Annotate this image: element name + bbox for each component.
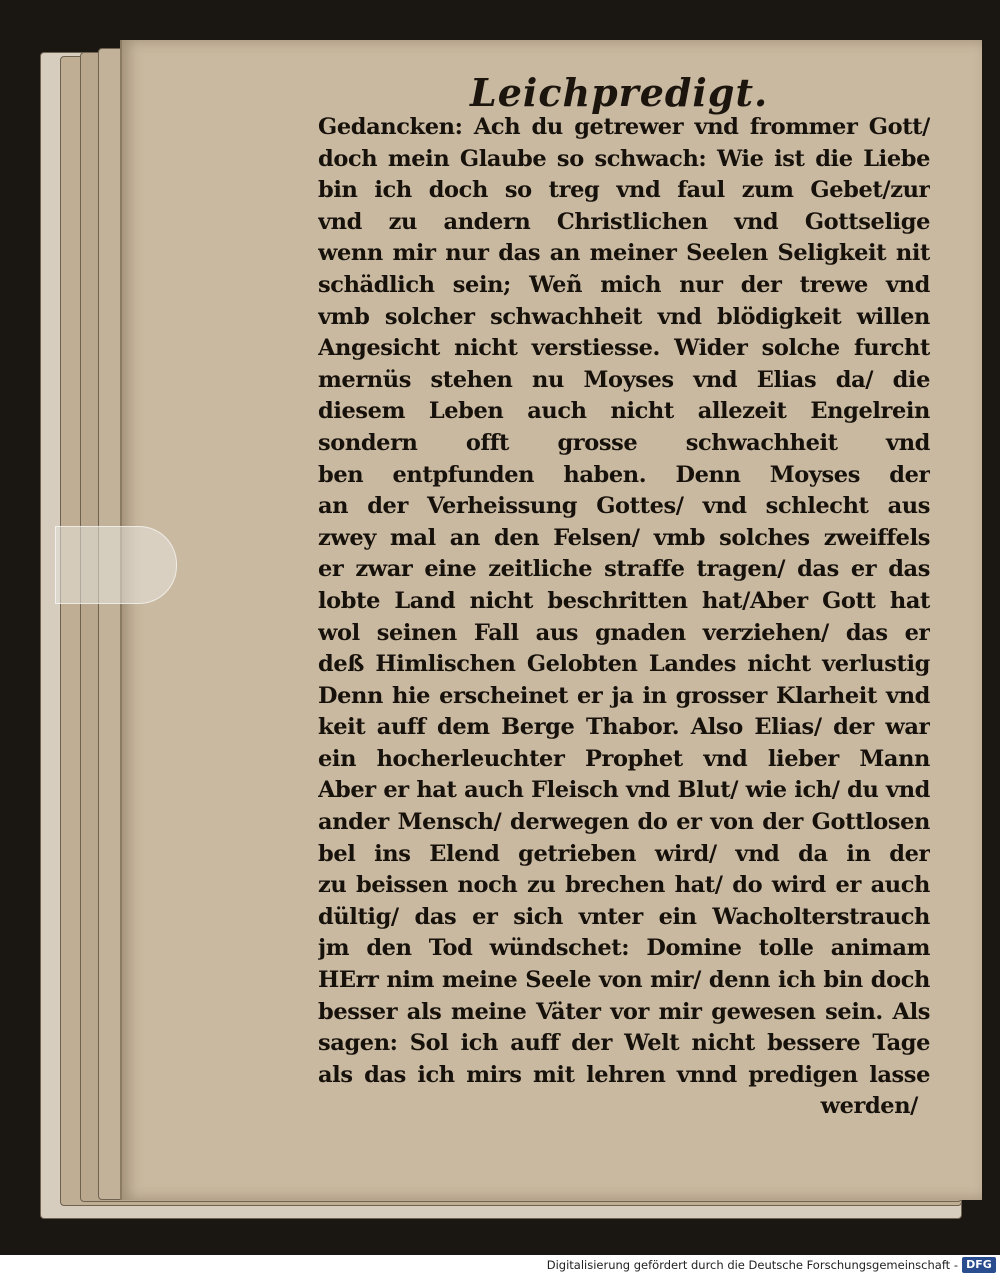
- page-body-text: [318, 112, 930, 1123]
- text-line: bin ich doch so treg vnd faul zum Gebet/zur: [318, 177, 930, 204]
- text-line: ander Mensch/ derwegen do er von der Gottlosen: [318, 809, 930, 836]
- text-line: diesem Leben auch nicht allezeit Engelrein: [318, 398, 930, 425]
- text-line: jm den Tod wündschet: Domine tolle animam: [318, 935, 930, 962]
- text-line: wenn mir nur das an meiner Seelen Seligkeit nit: [318, 240, 930, 267]
- text-line: Denn hie erscheinet er ja in grosser Klarheit vnd: [318, 682, 930, 709]
- text-line: HErr nim meine Seele von mir/ denn ich bin doch: [318, 967, 930, 994]
- text-line: besser als meine Väter vor mir gewesen sein. Als: [318, 998, 930, 1025]
- text-line: Aber er hat auch Fleisch vnd Blut/ wie ich/ du vnd: [318, 777, 930, 804]
- text-line: Angesicht nicht verstiesse. Wider solche furcht: [318, 335, 930, 362]
- text-line: zu beissen noch zu brechen hat/ do wird er auch: [318, 872, 930, 899]
- text-line: als das ich mirs mit lehren vnnd predigen lasse: [318, 1061, 930, 1088]
- text-line: mernüs stehen nu Moyses vnd Elias da/ die: [318, 366, 930, 393]
- text-line: vnd zu andern Christlichen vnd Gottselige: [318, 208, 930, 235]
- running-head: Leichpredigt.: [470, 70, 769, 115]
- text-line: lobte Land nicht beschritten hat/Aber Gott hat: [318, 587, 930, 614]
- dfg-logo: DFG: [962, 1257, 996, 1273]
- text-line: bel ins Elend getrieben wird/ vnd da in der: [318, 840, 930, 867]
- text-line: ben entpfunden haben. Denn Moyses der: [318, 461, 930, 488]
- text-line: Gedancken: Ach du getrewer vnd frommer Gott/: [318, 114, 930, 140]
- text-line: sondern offt grosse schwachheit vnd: [318, 429, 930, 456]
- funding-credit: Digitalisierung gefördert durch die Deutsche Forschungsgemeinschaft -: [546, 1258, 958, 1272]
- text-line: wol seinen Fall aus gnaden verziehen/ das er: [318, 619, 930, 646]
- text-line: dültig/ das er sich vnter ein Wacholterstrauch: [318, 903, 930, 930]
- text-line: ein hocherleuchter Prophet vnd lieber Mann: [318, 745, 930, 772]
- text-line: doch mein Glaube so schwach: Wie ist die Liebe: [318, 145, 930, 172]
- catchword: werden/: [820, 1093, 918, 1120]
- text-line: schädlich sein; Weñ mich nur der trewe vnd: [318, 271, 930, 298]
- text-line: deß Himlischen Gelobten Landes nicht verlustig: [318, 651, 930, 678]
- text-line: vmb solcher schwachheit vnd blödigkeit willen: [318, 303, 930, 330]
- text-line: an der Verheissung Gottes/ vnd schlecht aus: [318, 493, 930, 520]
- transparent-page-tab: [55, 526, 177, 604]
- text-line: sagen: Sol ich auff der Welt nicht bessere Tage: [318, 1030, 930, 1057]
- digitization-footer: [0, 1255, 1000, 1276]
- text-line: keit auff dem Berge Thabor. Also Elias/ der war: [318, 714, 930, 741]
- text-line: er zwar eine zeitliche straffe tragen/ das er das: [318, 556, 930, 583]
- text-line: zwey mal an den Felsen/ vmb solches zweiffels: [318, 524, 930, 551]
